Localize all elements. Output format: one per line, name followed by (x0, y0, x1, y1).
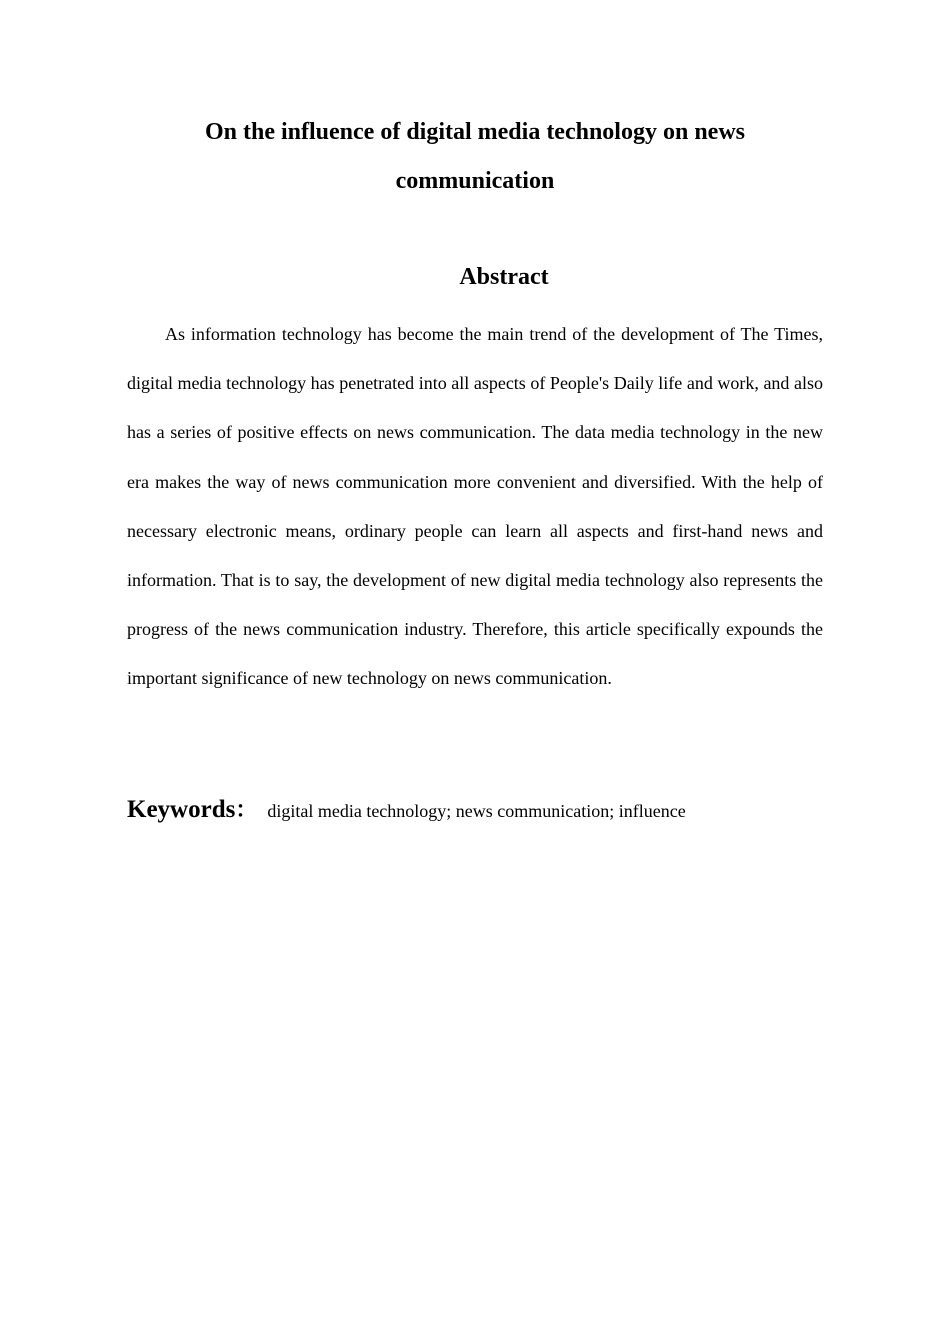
paper-title: On the influence of digital media technology on news communication (204, 119, 745, 194)
keywords-label: Keywords (127, 796, 236, 823)
keywords-line (127, 790, 823, 833)
keywords-separator: ： (235, 797, 258, 822)
abstract-heading: Abstract (459, 264, 549, 290)
abstract-paragraph: As information technology has become the main trend of the development of The Times, digital media technology has penetrated into all aspects of People's Daily life and work, and also has a series of positive effects on news communication. The data media technology in the new era makes the way of news communication more convenient and diversified. With the help of necessary electronic means, ordinary people can learn all aspects and first-hand news and information. That is to say, the development of new digital media technology also represents the progress of the news communication industry. Therefore, this article specifically expounds the important significance of new technology on news communication. (127, 324, 823, 689)
keywords-value: digital media technology; news communication; influence (267, 801, 686, 821)
